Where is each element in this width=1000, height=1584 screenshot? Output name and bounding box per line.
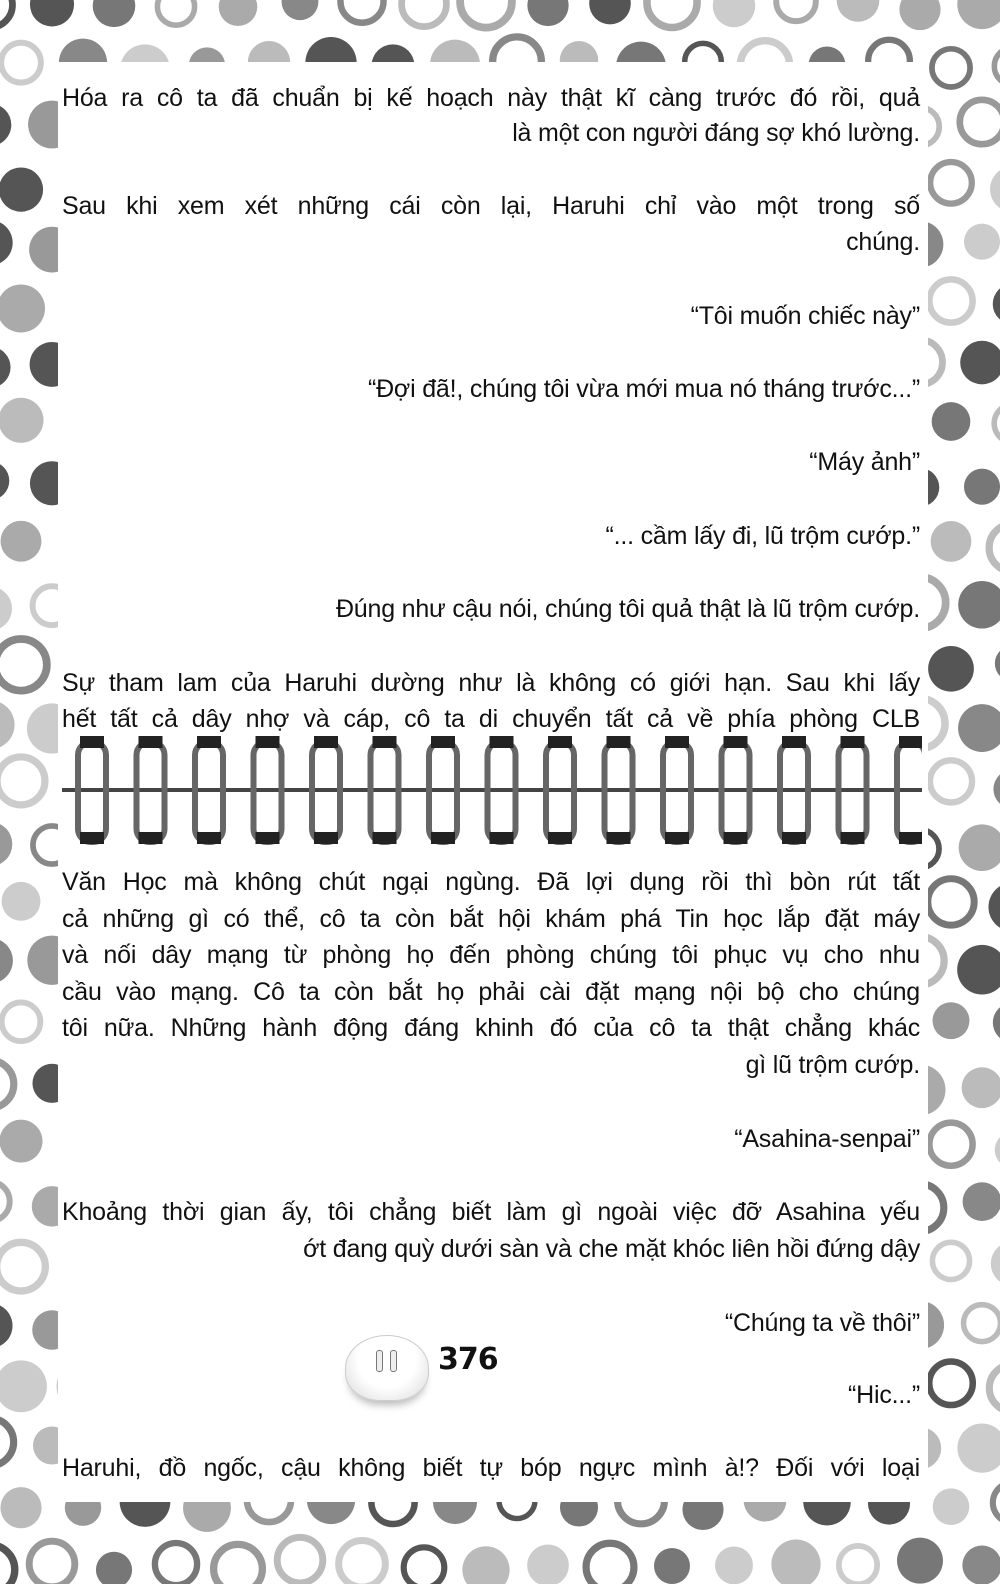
polka-dot — [771, 1540, 820, 1584]
polka-dot — [962, 1067, 1000, 1108]
polka-dot — [589, 0, 631, 24]
polka-dot — [0, 220, 13, 265]
polka-dot — [993, 1002, 1000, 1042]
polka-dot — [647, 0, 697, 27]
polka-dot — [897, 1538, 943, 1584]
polka-dot — [0, 1487, 41, 1528]
spiral-binding-divider — [62, 728, 922, 868]
polka-dot — [0, 700, 15, 749]
text-line: “... cầm lấy đi, lũ trộm cướp.” — [605, 522, 920, 550]
polka-dot — [93, 0, 136, 27]
polka-dot — [157, 0, 194, 25]
polka-dot — [993, 1482, 1000, 1522]
polka-dot — [928, 879, 974, 925]
polka-dot — [0, 284, 45, 332]
polka-dot — [990, 166, 1000, 212]
polka-dot — [993, 769, 1000, 808]
polka-dot — [462, 1546, 509, 1584]
polka-dot — [988, 882, 1000, 931]
text-line: chúng. — [846, 228, 920, 256]
text-line: “Tôi muốn chiếc này” — [690, 302, 920, 330]
polka-dot — [839, 1546, 877, 1584]
polka-dot — [899, 0, 940, 30]
polka-dot — [933, 1002, 970, 1039]
text-line: Haruhi, đồ ngốc, cậu không biết tự bóp ngực mình à!? Đối với loại — [62, 1454, 920, 1482]
text-line: Khoảng thời gian ấy, tôi chẳng biết làm gì ngoài việc đỡ Asahina yếu — [62, 1198, 920, 1226]
polka-dot — [0, 587, 12, 631]
text-line: là một con người đáng sợ khó lường. — [512, 119, 920, 147]
polka-dot — [994, 405, 1000, 443]
polka-dot — [0, 103, 11, 146]
polka-dot — [0, 398, 44, 443]
polka-dot — [957, 0, 1000, 29]
polka-dot — [958, 581, 1000, 629]
polka-dot — [776, 0, 816, 21]
polka-dot — [277, 1537, 323, 1583]
polka-dot — [339, 1540, 386, 1584]
polka-dot — [964, 224, 1000, 260]
text-line: Văn Học mà không chút ngại ngùng. Đã lợi dụng rồi thì bòn rút tất — [62, 868, 920, 896]
polka-dot — [994, 48, 1000, 85]
text-line: “Hic...” — [848, 1381, 920, 1409]
polka-dot — [219, 0, 258, 26]
polka-dot — [0, 938, 13, 984]
polka-dot — [0, 1060, 14, 1108]
polka-dot — [958, 704, 1000, 752]
polka-dot — [713, 0, 755, 27]
text-line: gì lũ trộm cướp. — [745, 1051, 920, 1079]
polka-dot — [586, 1543, 634, 1584]
mascot-eye — [376, 1350, 383, 1372]
text-line: cả những gì có thể, cô ta còn bắt hội khám phá Tin học lắp đặt máy — [62, 905, 920, 933]
polka-dot — [214, 1544, 263, 1584]
polka-dot — [932, 49, 970, 87]
text-line: và nối dây mạng từ phòng họ đến phòng chúng tôi phục vụ cho nhu — [62, 941, 920, 969]
polka-dot — [989, 1364, 1000, 1411]
polka-dot — [0, 1120, 43, 1163]
polka-dot — [929, 279, 972, 322]
polka-dot — [30, 0, 74, 26]
polka-dot — [959, 824, 1000, 871]
polka-dot — [930, 760, 972, 802]
polka-dot — [995, 645, 1000, 681]
polka-dot — [0, 1242, 45, 1291]
polka-dot — [929, 1123, 972, 1166]
polka-dot — [0, 639, 47, 691]
polka-dot — [527, 1544, 569, 1584]
polka-dot — [0, 1182, 10, 1221]
polka-dot — [837, 0, 880, 22]
polka-dot — [929, 1361, 973, 1405]
text-line: Hóa ra cô ta đã chuẩn bị kế hoạch này thật kĩ càng trước đó rồi, quả — [62, 84, 920, 112]
polka-dot — [989, 524, 1000, 572]
polka-dot — [931, 521, 972, 562]
text-line: Sự tham lam của Haruhi dường như là không có giới hạn. Sau khi lấy — [62, 669, 920, 697]
text-line: “Đợi đã!, chúng tôi vừa mới mua nó tháng trước...” — [367, 375, 920, 403]
polka-dot — [0, 461, 9, 500]
polka-dot — [402, 0, 447, 27]
text-line: ớt đang quỳ dưới sàn và che mặt khóc liên hồi đứng dậy — [303, 1235, 920, 1263]
polka-dot — [0, 822, 12, 867]
polka-dot — [460, 0, 512, 28]
polka-dot — [963, 1182, 1000, 1221]
polka-dot — [0, 0, 12, 27]
text-line: tôi nữa. Những hành động đáng khinh đó của cô ta thật chẳng khác — [62, 1014, 920, 1042]
polka-dot — [0, 1360, 47, 1412]
polka-dot — [957, 945, 1000, 995]
polka-dot — [1, 43, 41, 83]
polka-dot — [404, 1547, 445, 1584]
polka-dot — [0, 167, 43, 211]
polka-dot — [932, 1242, 969, 1279]
mascot-eye — [390, 1350, 397, 1372]
polka-dot — [957, 1423, 1000, 1472]
polka-dot — [0, 1418, 14, 1465]
dango-mascot-icon — [345, 1335, 429, 1401]
polka-dot — [932, 402, 971, 441]
text-line: Đúng như cậu nói, chúng tôi quả thật là lũ trộm cướp. — [335, 595, 920, 623]
polka-dot — [0, 347, 11, 388]
polka-dot — [960, 341, 1000, 385]
polka-dot — [960, 100, 1000, 144]
polka-dot — [962, 1546, 1000, 1584]
polka-dot — [0, 1303, 13, 1348]
polka-dot — [2, 1002, 41, 1041]
polka-dot — [991, 1241, 1000, 1285]
polka-dot — [964, 469, 1000, 505]
polka-dot — [340, 0, 383, 23]
polka-dot — [527, 0, 568, 26]
polka-dot — [654, 1548, 690, 1584]
polka-dot — [155, 1543, 197, 1584]
text-line: Sau khi xem xét những cái còn lại, Haruhi chỉ vào một trong số — [62, 192, 920, 220]
polka-dot — [993, 284, 1000, 325]
text-line: “Chúng ta về thôi” — [724, 1309, 920, 1337]
polka-dot — [282, 0, 319, 20]
polka-dot — [2, 882, 41, 921]
text-line: hết tất cả dây nhợ và cáp, cô ta di chuyển tất cả về phía phòng CLB — [62, 705, 920, 733]
polka-dot — [928, 646, 974, 692]
polka-dot — [964, 1305, 1000, 1342]
polka-dot — [0, 1545, 15, 1584]
polka-dot — [96, 1552, 132, 1584]
text-line: “Asahina-senpai” — [734, 1125, 920, 1153]
polka-dot — [930, 162, 972, 204]
polka-dot — [1, 521, 42, 562]
page-number: 376 — [438, 1342, 498, 1377]
polka-dot — [715, 1546, 753, 1584]
text-line: “Máy ảnh” — [809, 448, 920, 476]
text-line: cầu vào mạng. Cô ta còn bắt họ phải cài đặt mạng nội bộ cho chúng — [62, 978, 920, 1006]
polka-dot — [0, 757, 45, 805]
polka-dot — [29, 1541, 75, 1584]
polka-dot — [995, 1132, 1000, 1168]
polka-dot — [933, 1488, 970, 1525]
